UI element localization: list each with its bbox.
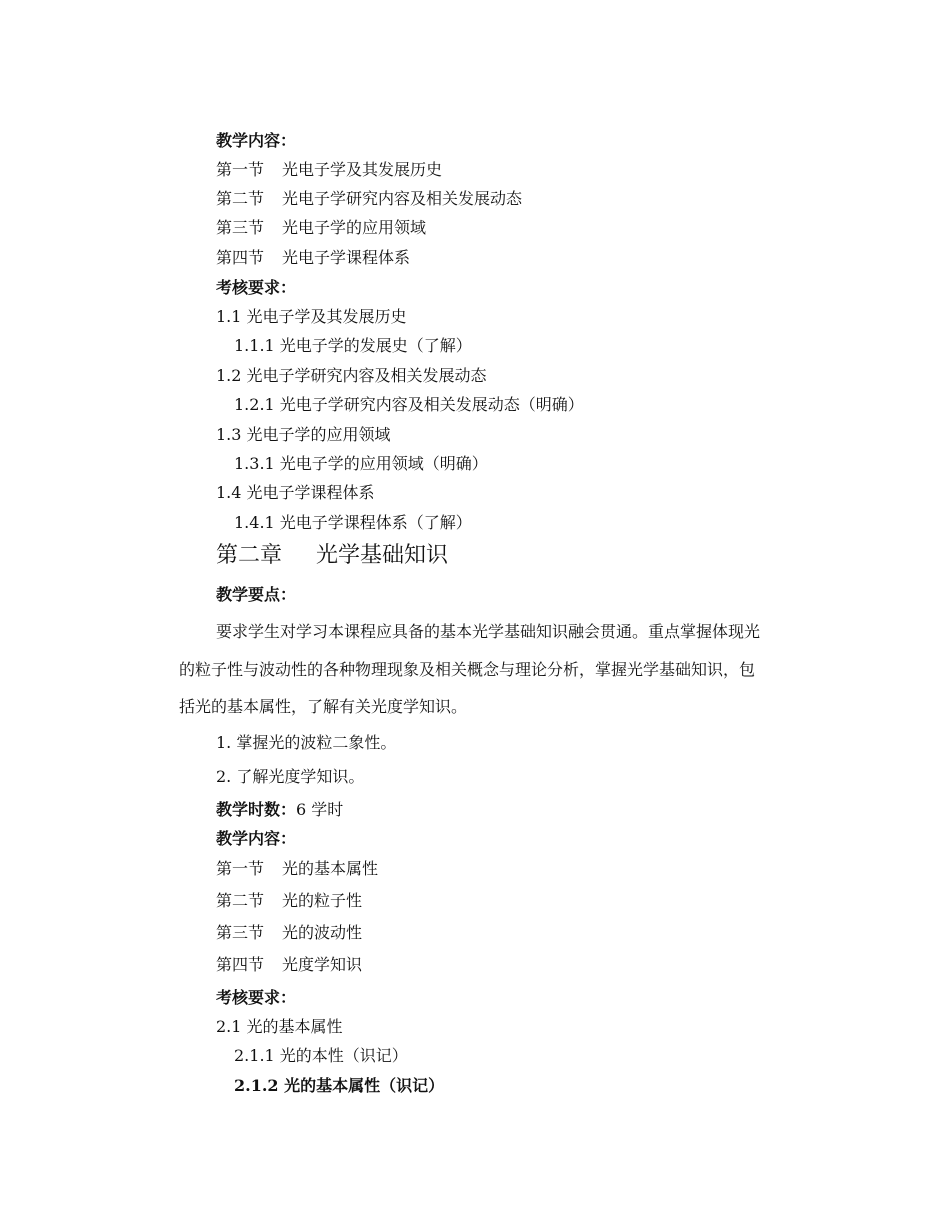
ch2-assessment-subitem: 2.1.1 光的本性（识记） xyxy=(234,1046,408,1065)
chapter-number: 第二章 xyxy=(216,543,283,568)
teaching-hours-value: 6 学时 xyxy=(296,800,344,819)
ch2-assessment-item: 2.1 光的基本属性 xyxy=(216,1017,343,1036)
ch1-section-2 xyxy=(216,191,522,207)
section-number: 第四节 xyxy=(216,248,265,267)
section-title: 光电子学课程体系 xyxy=(282,248,411,267)
ch1-assessment-subitem: 1.2.1 光电子学研究内容及相关发展动态（明确） xyxy=(234,395,584,414)
section-number: 第三节 xyxy=(216,218,265,237)
ch2-assessment-subitem: 2.1.2 光的基本属性（识记） xyxy=(234,1076,445,1095)
section-title: 光电子学研究内容及相关发展动态 xyxy=(282,189,523,208)
ch2-paragraph-line-2: 的粒子性与波动性的各种物理现象及相关概念与理论分析，掌握光学基础知识，包 xyxy=(179,660,756,679)
section-number: 第三节 xyxy=(216,923,265,942)
ch2-point-1: 1. 掌握光的波粒二象性。 xyxy=(216,733,397,752)
ch1-assessment-heading: 考核要求： xyxy=(216,278,297,297)
ch1-section-4 xyxy=(216,250,410,266)
ch2-paragraph-line-3: 括光的基本属性，了解有关光度学知识。 xyxy=(179,697,468,716)
section-title: 光的基本属性 xyxy=(282,859,379,878)
ch1-assessment-item: 1.2 光电子学研究内容及相关发展动态 xyxy=(216,366,487,385)
chapter-title: 光学基础知识 xyxy=(316,543,449,568)
teaching-hours-label: 教学时数： xyxy=(216,800,297,819)
ch2-section-3 xyxy=(216,925,362,941)
ch2-teaching-hours xyxy=(216,802,343,818)
section-title: 光的粒子性 xyxy=(282,891,363,910)
ch2-section-2 xyxy=(216,893,362,909)
section-number: 第二节 xyxy=(216,189,265,208)
ch2-paragraph-line-1: 要求学生对学习本课程应具备的基本光学基础知识融会贯通。重点掌握体现光 xyxy=(216,622,761,641)
ch2-teaching-content-heading: 教学内容： xyxy=(216,829,297,848)
section-title: 光电子学的应用领域 xyxy=(282,218,427,237)
chapter-heading xyxy=(216,545,448,567)
ch2-assessment-heading: 考核要求： xyxy=(216,988,297,1007)
ch1-section-3 xyxy=(216,220,426,236)
ch1-section-1 xyxy=(216,162,442,178)
ch1-assessment-subitem: 1.1.1 光电子学的发展史（了解） xyxy=(234,336,472,355)
section-title: 光的波动性 xyxy=(282,923,363,942)
ch1-assessment-item: 1.3 光电子学的应用领域 xyxy=(216,425,391,444)
ch1-teaching-content-heading: 教学内容： xyxy=(216,131,297,150)
ch1-assessment-item: 1.4 光电子学课程体系 xyxy=(216,483,375,502)
ch2-section-4 xyxy=(216,957,362,973)
section-title: 光度学知识 xyxy=(282,955,363,974)
section-number: 第一节 xyxy=(216,859,265,878)
section-title: 光电子学及其发展历史 xyxy=(282,160,443,179)
ch2-key-points-heading: 教学要点： xyxy=(216,585,297,604)
section-number: 第四节 xyxy=(216,955,265,974)
section-number: 第一节 xyxy=(216,160,265,179)
ch1-assessment-item: 1.1 光电子学及其发展历史 xyxy=(216,307,407,326)
ch2-section-1 xyxy=(216,861,378,877)
section-number: 第二节 xyxy=(216,891,265,910)
ch2-point-2: 2. 了解光度学知识。 xyxy=(216,767,365,786)
ch1-assessment-subitem: 1.3.1 光电子学的应用领域（明确） xyxy=(234,454,488,473)
ch1-assessment-subitem: 1.4.1 光电子学课程体系（了解） xyxy=(234,513,472,532)
